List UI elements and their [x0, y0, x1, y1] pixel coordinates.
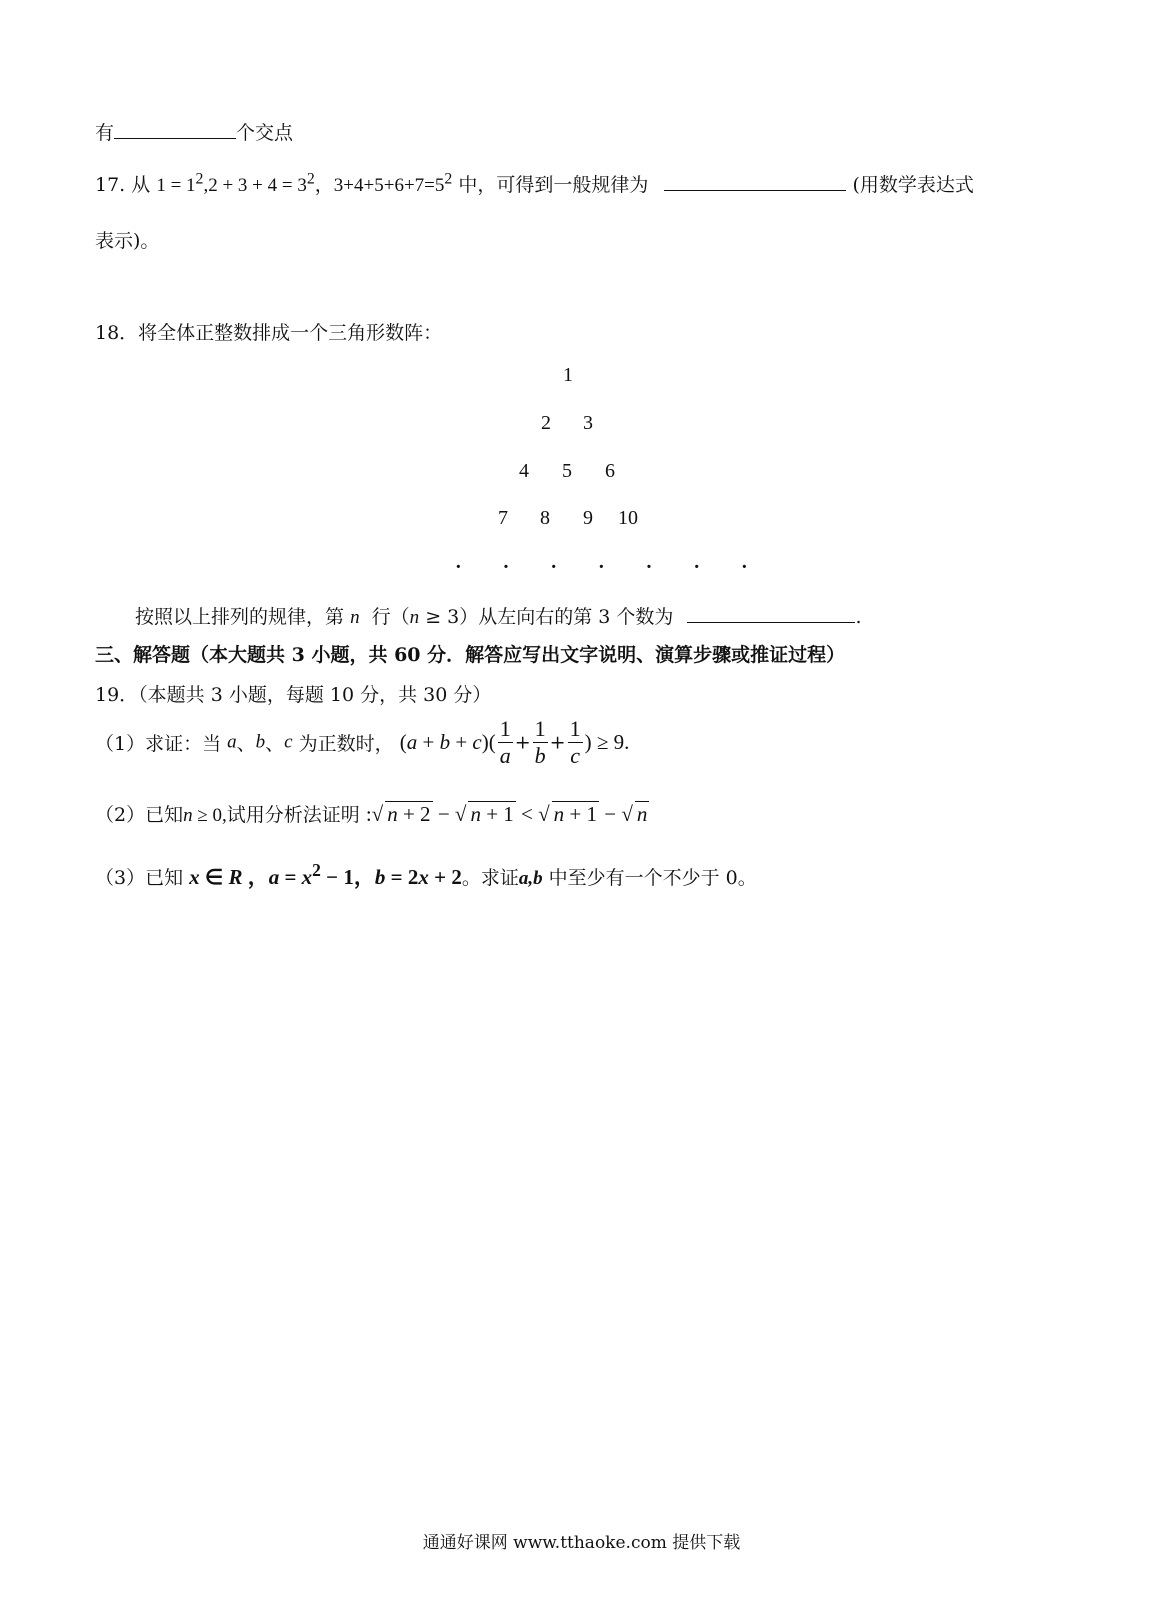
triangle-row-3-1: 4	[519, 460, 529, 482]
q18-var-n: n	[350, 607, 360, 628]
q19-p1-mid: 为正数时，	[298, 733, 394, 755]
triangle-row-2-2: 3	[583, 412, 593, 434]
q19-p1-inequality: (a + b + c)(	[399, 730, 496, 754]
q17-math-examples: $1 = 1^2,2 + 3 + 4 = 3^2$，$3+4+5+6+7=5^2$	[156, 170, 453, 196]
q19-p1-prefix: （1）求证：当	[95, 733, 222, 755]
triangle-row-4-4: 10	[618, 507, 638, 529]
q17-number: 17.	[95, 174, 126, 196]
section3-title: 三、解答题（本大题共 3 小题，共 60 分．解答应写出文字说明、演算步骤或推证过程）	[95, 644, 846, 666]
q19-p3-vars: a,b	[518, 868, 543, 889]
q18-rule-text2: 行（	[371, 606, 410, 628]
q19-part2: （2）已知n ≥ 0,试用分析法证明 :√ n + 2 − √ n + 1 < √ n + 1 − √ n	[95, 802, 648, 826]
q18-rule-text3: ）从左向右的第 3 个数为	[459, 606, 674, 628]
q16-prefix: 有	[95, 122, 115, 144]
q18-intro: 18．将全体正整数排成一个三角形数阵：	[95, 322, 443, 344]
q18-rule: 按照以上排列的规律，第 n 行（n ≥ 3）从左向右的第 3 个数为 .	[135, 606, 862, 628]
q19-p2-mid: 试用分析法证明	[226, 804, 360, 826]
triangle-row-2-1: 2	[541, 412, 551, 434]
q18-condition: n	[409, 607, 420, 628]
triangle-row-1-1: 1	[563, 364, 573, 386]
frac-1-over-b: $\frac{1}{b}$	[534, 716, 546, 768]
q19-p3-math: x ∈ R ，$a = x^2 - 1$，b = 2x + 2	[189, 860, 462, 889]
q19-p2-inequality: :√ n + 2 − √ n + 1 < √ n + 1 − √ n	[365, 802, 648, 826]
triangle-row-3-3: 6	[605, 460, 615, 482]
q18-rule-end: .	[855, 606, 862, 628]
q16-tail	[95, 118, 293, 145]
frac-1-over-c: $\frac{1}{c}$	[569, 716, 581, 768]
q17-text2: 中，可得到一般规律为	[458, 174, 649, 196]
q17-text1: 从	[131, 174, 151, 196]
q19-p1-vars: a	[227, 731, 237, 753]
q17-line1	[95, 170, 974, 197]
triangle-row-4-1: 7	[498, 507, 508, 529]
q18-rule-text1: 按照以上排列的规律，第	[135, 606, 345, 628]
q17-text4: 表示)。	[95, 230, 160, 252]
q17-text3: (用数学表达式	[852, 174, 974, 196]
q18-answer-blank[interactable]	[687, 604, 855, 623]
q19-p2-condition: n	[183, 805, 193, 826]
q19-header: 19．（本题共 3 小题，每题 10 分，共 30 分）	[95, 684, 492, 706]
q17-answer-blank[interactable]	[664, 172, 846, 191]
q16-answer-blank[interactable]	[114, 120, 236, 139]
q19-part1: （1）求证：当 a、b、c 为正数时， (a + b + c)( $\frac{1}{a}$ + $\frac{1}{b}$ + $\frac{1}{c}$ ) ≥ 9.	[95, 716, 630, 768]
q19-part3: （3）已知 x ∈ R ，$a = x^2 - 1$，b = 2x + 2。求证a,b 中至少有一个不少于 0。	[95, 860, 757, 889]
triangle-row-4-2: 8	[540, 507, 550, 529]
triangle-row-4-3: 9	[583, 507, 593, 529]
q16-suffix: 个交点	[236, 122, 294, 144]
q19-p2-prefix: （2）已知	[95, 804, 184, 826]
q19-p3-mid: 中至少有一个不少于 0。	[548, 867, 757, 889]
frac-1-over-a: $\frac{1}{a}$	[499, 716, 511, 768]
q17-line2	[95, 226, 159, 253]
triangle-row-3-2: 5	[562, 460, 572, 482]
triangle-continuation-dots: · · · · · · ·	[455, 556, 766, 578]
page-footer: 通通好课网 www.tthaoke.com 提供下载	[422, 1533, 741, 1553]
q19-p3-prefix: （3）已知	[95, 867, 184, 889]
